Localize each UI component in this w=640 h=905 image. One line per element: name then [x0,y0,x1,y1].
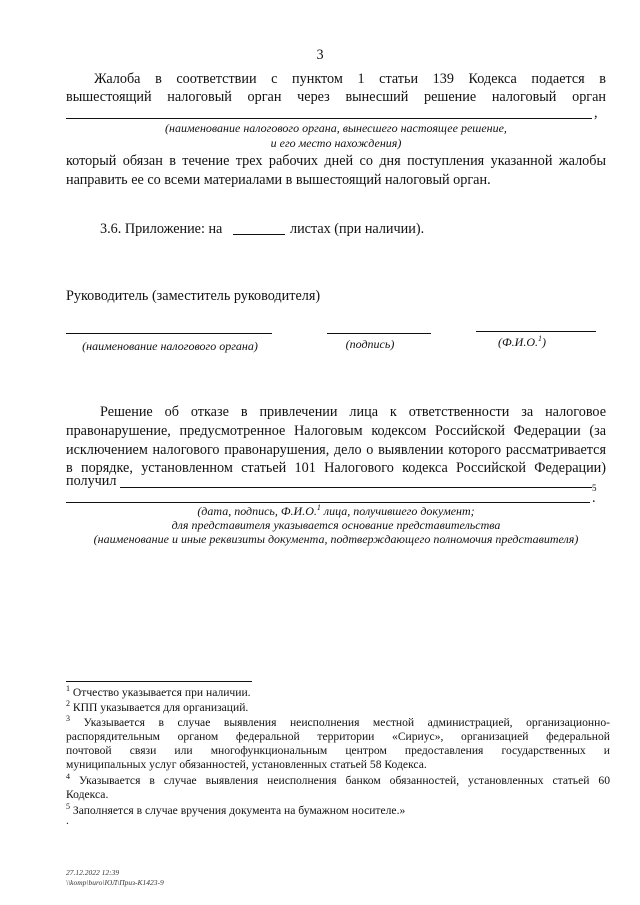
complaint-text-line2: вышестоящий налоговый орган через вынесший решение налоговый орган [66,89,606,105]
sheets-count-blank [233,234,285,235]
complaint-text-line4: направить ее со всеми материалами в вышестоящий налоговый орган. [66,172,491,188]
head-title: Руководитель (заместитель руководителя) [66,288,321,304]
fio-caption: (Ф.И.О.$^1$) [498,334,546,349]
signature-caption: (подпись) [345,337,395,351]
org-name-caption: (наименование налогового органа) [82,339,258,353]
comma: , [594,105,598,121]
tax-authority-blank-line [66,118,592,119]
received-caption-line1: (дата, подпись, Ф.И.О.$^1$ лица, получившего документ; [197,503,475,518]
footnote-separator [66,681,252,682]
footer-file-path: \\komp\buro\ЮЛ\Приз-К1423-9 [66,878,164,887]
attachment-suffix: листах (при наличии). [290,221,425,237]
attachment-prefix: 3.6. Приложение: на [100,221,223,237]
footnote-3-line2: распорядительным органом федеральной территории «Сириус», организацией федеральной [66,730,610,743]
footnote-4-line1: $^4$ Указывается в случае выявления неисполнения банком обязанностей, установленных статьей 60 [66,772,610,787]
received-caption-line3: (наименование и иные реквизиты документа, подтверждающего полномочия представителя) [93,532,579,546]
footer-timestamp: 27.12.2022 12:39 [66,868,120,877]
footnote-1: $^1$ Отчество указывается при наличии. [66,684,251,699]
refusal-text-line1: Решение об отказе в привлечении лица к ответственности за налоговое [100,404,606,420]
footnote-3-line3: почтовой связи или многофункциональным центром предоставления государственных и [66,744,610,757]
footnote-ref-5: 5 [592,483,597,493]
refusal-text-line3: исключением налогового правонарушения, дело о выявлении которого рассматривается [66,442,606,458]
refusal-text-line4: в порядке, установленном статьей 101 Налогового кодекса Российской Федерации) [66,460,606,476]
complaint-text-line1: Жалоба в соответствии с пунктом 1 статьи 139 Кодекса подается в [94,71,606,87]
footnote-trailing-dot: . [66,814,69,827]
footnote-5: $^5$ Заполняется в случае вручения документа на бумажном носителе.» [66,802,406,817]
received-dot: . [592,490,596,506]
received-blank-line1 [120,487,592,488]
received-label: получил [66,473,117,489]
footnote-4-line2: Кодекса. [66,788,109,801]
footnote-2: $^2$ КПП указывается для организаций. [66,699,249,714]
refusal-text-line2: правонарушение, предусмотренное Налоговым кодексом Российской Федерации (за [66,423,606,439]
footnote-3-line1: $^3$ Указывается в случае выявления неисполнения местной администрацией, организационно- [66,714,610,729]
fio-blank [476,331,596,332]
complaint-text-line3: который обязан в течение трех рабочих дней со дня поступления указанной жалобы [66,153,606,169]
received-blank-line2 [66,502,590,503]
tax-authority-caption-line1: (наименование налогового органа, вынесшего настоящее решение, [165,121,507,135]
signature-blank [327,333,431,334]
received-caption-line2: для представителя указывается основание представительства [171,518,501,532]
org-name-blank [66,333,272,334]
footnote-3-line4: муниципальных услуг обязанностей, установленных статьей 58 Кодекса. [66,758,427,771]
page-number: 3 [316,47,324,63]
tax-authority-caption-line2: и его место нахождения) [270,136,402,150]
